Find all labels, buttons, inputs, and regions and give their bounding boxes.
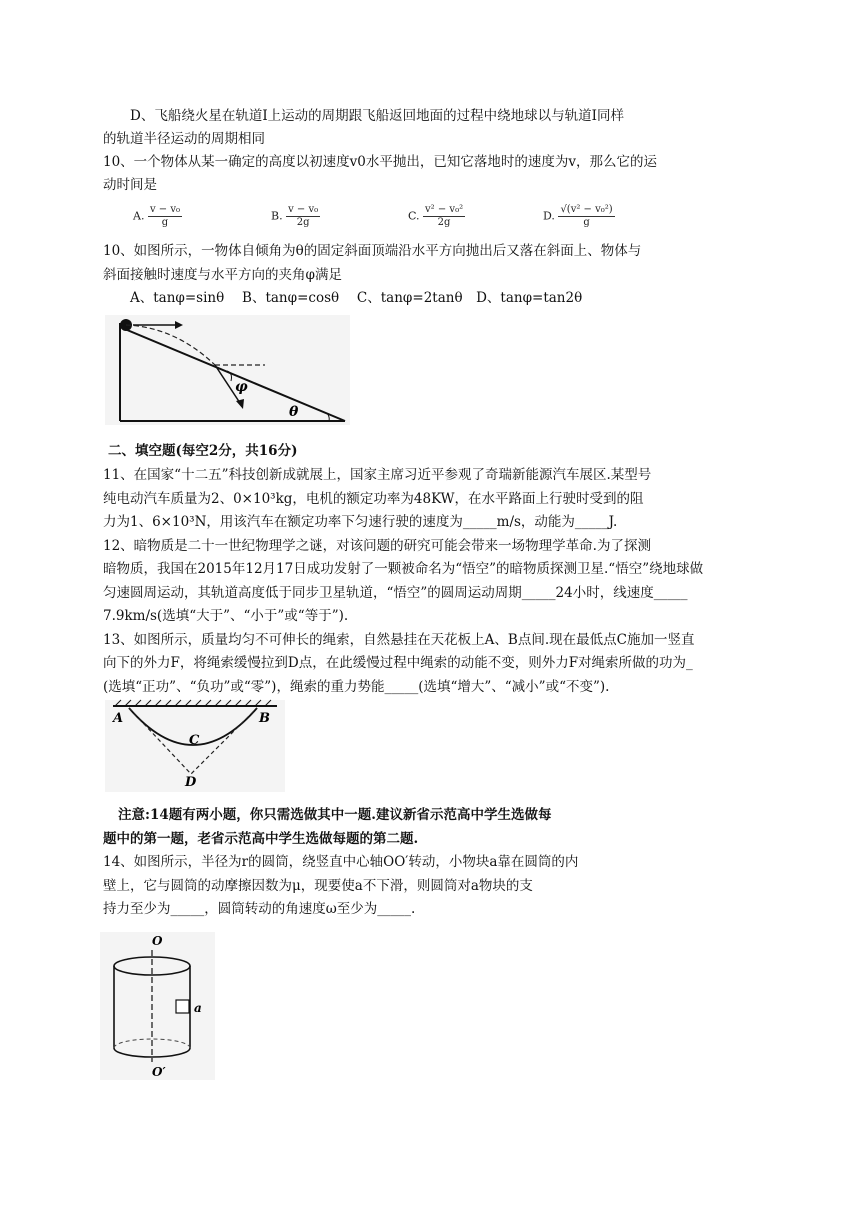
rope-figure bbox=[105, 700, 285, 792]
cylinder-figure bbox=[100, 932, 215, 1080]
q10a-option-a: A. $\frac{\text{v − v₀}}{g}$ bbox=[133, 204, 180, 228]
point-d-label: D bbox=[185, 775, 197, 790]
q10b-stem-line2: 斜面接触时速度与水平方向的夹角φ满足 bbox=[103, 267, 342, 283]
q12-line1: 12、暗物质是二十一世纪物理学之谜，对该问题的研究可能会带来一场物理学革命.为了探测 bbox=[103, 538, 651, 554]
block-a-label: a bbox=[194, 1001, 202, 1015]
axis-bottom-label: O′ bbox=[152, 1065, 166, 1079]
q10b-stem-line1: 10、如图所示，一物体自倾角为θ的固定斜面顶端沿水平方向抛出后又落在斜面上、物体与 bbox=[103, 243, 642, 259]
q10a-option-b: B. $\frac{\text{v − v₀}}{2g}$ bbox=[271, 204, 319, 228]
q9-option-d-line2: 的轨道半径运动的周期相同 bbox=[103, 131, 265, 147]
phi-label: φ bbox=[235, 379, 248, 395]
section-2-title: 二、填空题(每空2分，共16分) bbox=[108, 443, 298, 459]
q11-line1: 11、在国家“十二五”科技创新成就展上，国家主席习近平参观了奇瑞新能源汽车展区.某型号 bbox=[103, 467, 652, 483]
axis-top-label: O bbox=[152, 934, 163, 948]
note-line1: 注意:14题有两小题，你只需选做其中一题.建议新省示范高中学生选做每 bbox=[118, 807, 552, 823]
note-line2: 题中的第一题，老省示范高中学生选做每题的第二题. bbox=[103, 831, 419, 847]
q11-line3: 力为1、6×10³N，用该汽车在额定功率下匀速行驶的速度为_____m/s，动能为_____J. bbox=[103, 514, 618, 530]
q14-line3: 持力至少为_____，圆筒转动的角速度ω至少为_____. bbox=[103, 901, 416, 917]
q13-line2: 向下的外力F，将绳索缓慢拉到D点，在此缓慢过程中绳索的动能不变，则外力F对绳索所做的功为_ bbox=[103, 655, 693, 671]
q13-line3: (选填“正功”、“负功”或“零”)，绳索的重力势能_____(选填“增大”、“减小”或“不变”). bbox=[103, 679, 610, 695]
incline-figure bbox=[105, 315, 350, 425]
q10a-stem-line1: 10、一个物体从某一确定的高度以初速度v0水平抛出，已知它落地时的速度为v，那么它的运 bbox=[103, 154, 658, 170]
point-b-label: B bbox=[259, 711, 270, 726]
q11-line2: 纯电动汽车质量为2、0×10³kg，电机的额定功率为48KW，在水平路面上行驶时受到的阻 bbox=[103, 491, 644, 507]
q12-line2: 暗物质，我国在2015年12月17日成功发射了一颗被命名为“悟空”的暗物质探测卫星.“悟空”绕地球做 bbox=[103, 561, 704, 577]
q10a-stem-line2: 动时间是 bbox=[103, 177, 157, 193]
q10b-options: A、tanφ=sinθ B、tanφ=cosθ C、tanφ=2tanθ D、tanφ=tan2θ bbox=[130, 290, 583, 306]
q10a-option-c: C. $\frac{\text{v² − v₀²}}{2g}$ bbox=[408, 204, 464, 228]
point-c-label: C bbox=[189, 733, 200, 748]
point-a-label: A bbox=[113, 711, 124, 726]
q12-line3: 匀速圆周运动，其轨道高度低于同步卫星轨道，“悟空”的圆周运动周期_____24小时，线速度_____ bbox=[103, 585, 688, 601]
q9-option-d-line1: D、飞船绕火星在轨道Ⅰ上运动的周期跟飞船返回地面的过程中绕地球以与轨道Ⅰ同样 bbox=[130, 108, 624, 124]
q13-line1: 13、如图所示，质量均匀不可伸长的绳索，自然悬挂在天花板上A、B点间.现在最低点C施加一竖直 bbox=[103, 632, 695, 648]
q14-line1: 14、如图所示，半径为r的圆筒，绕竖直中心轴OO′转动，小物块a靠在圆筒的内 bbox=[103, 854, 579, 870]
q14-line2: 壁上，它与圆筒的动摩擦因数为μ，现要使a不下滑，则圆筒对a物块的支 bbox=[103, 878, 533, 894]
q10a-option-d: D. $\frac{\text{√(v² − v₀²)}}{g}$ bbox=[543, 204, 613, 228]
block-a-icon bbox=[176, 1000, 189, 1013]
q12-line4: 7.9km/s(选填“大于”、“小于”或“等于”). bbox=[103, 608, 349, 624]
theta-label: θ bbox=[289, 404, 299, 420]
